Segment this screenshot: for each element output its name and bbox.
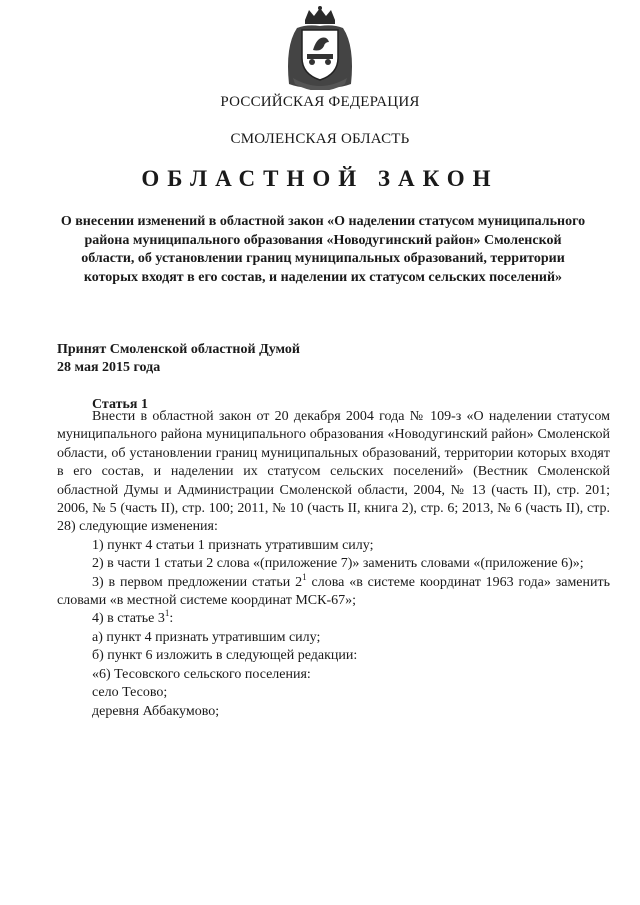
coat-of-arms-icon: [283, 6, 357, 90]
amendment-item-4-start: 4) в статье 3: [92, 611, 165, 627]
federation-heading: РОССИЙСКАЯ ФЕДЕРАЦИЯ: [220, 94, 420, 110]
article-superscript: 1: [164, 608, 170, 619]
quoted-line-3: деревня Аббакумово;: [92, 703, 220, 719]
document-type-heading: ОБЛАСТНОЙ ЗАКОН: [141, 166, 499, 191]
article-body: [57, 408, 610, 721]
adoption-body: Принят Смоленской областной Думой: [57, 342, 300, 357]
amendment-item-3: [57, 571, 610, 611]
sub-item-b: б) пункт 6 изложить в следующей редакции:: [92, 648, 358, 664]
amendment-item-3-start: 3) в первом предложении статьи 2: [92, 574, 303, 590]
amendment-item-1: 1) пункт 4 статьи 1 признать утратившим силу;: [92, 537, 374, 553]
amendment-item-4: [57, 610, 610, 628]
article-intro: Внести в областной закон от 20 декабря 2004 года № 109-з «О наделении статусом муниципального района муниципального образования «Новодугинский район» Смоленской области, об установлении границ муниципальных образований, территории которых входят в его состав, и наделении их статусом сельских поселений» (Вестник Смоленской областной Думы и Администрации Смоленской области, 2004, № 13 (часть II), стр. 201; 2006, № 5 (часть II), стр. 100; 2011, № 10 (часть II, книга 2), стр. 6; 2013, № 6 (часть II), стр. 28) следующие изменения:: [57, 409, 610, 535]
article-heading: Статья 1: [92, 397, 148, 412]
law-title: О внесении изменений в областной закон «О наделении статусом муниципального района муниципального образования «Новодугинский район» Смоленской области, об установлении границ муниципальных образований, территории которых входят в его состав, и наделении их статусом сельских поселений»: [60, 214, 586, 285]
quoted-line-2: село Тесово;: [92, 685, 168, 701]
sub-item-a: а) пункт 4 признать утратившим силу;: [92, 629, 321, 645]
adoption-info: [57, 341, 300, 377]
region-heading: СМОЛЕНСКАЯ ОБЛАСТЬ: [230, 131, 410, 147]
amendment-item-4-end: :: [169, 611, 174, 627]
article-superscript: 1: [302, 571, 307, 582]
adoption-date: 28 мая 2015 года: [57, 360, 161, 375]
quoted-line-1: «6) Тесовского сельского поселения:: [92, 666, 311, 682]
amendment-item-2: 2) в части 1 статьи 2 слова «(приложение 7)» заменить словами «(приложение 6)»;: [92, 556, 584, 572]
amendment-item-3-end: слова «в системе координат 1963 года» заменить словами «в местной системе координат МСК-67»;: [57, 574, 610, 609]
